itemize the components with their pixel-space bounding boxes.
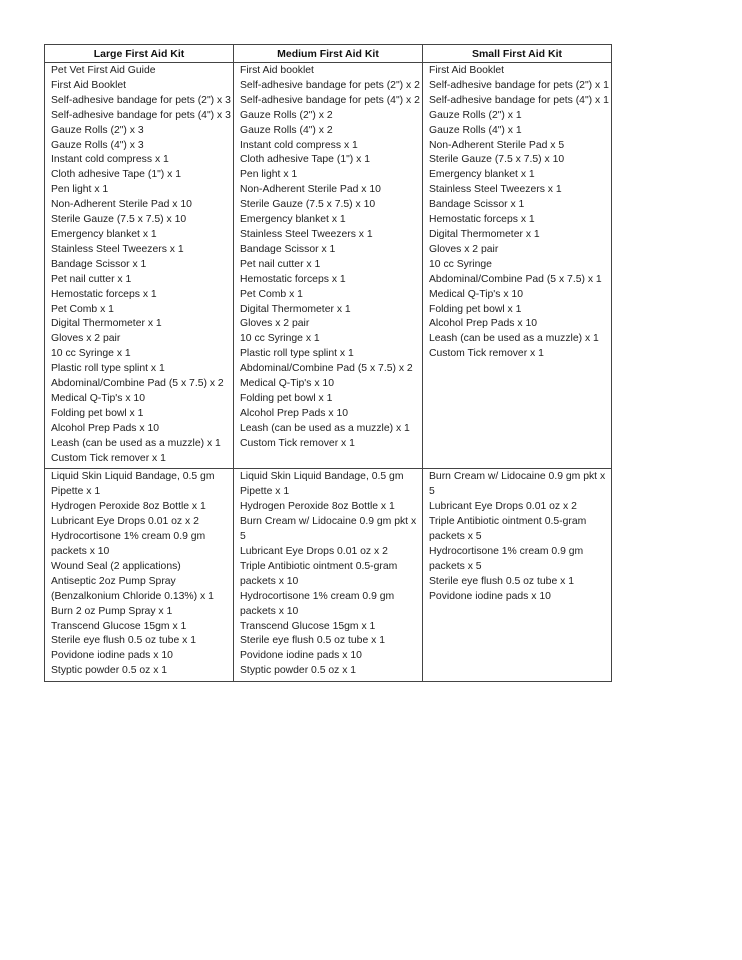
kit-item: Custom Tick remover x 1 — [429, 348, 544, 360]
kit-item: Folding pet bowl x 1 — [429, 303, 522, 315]
kit-item: Burn 2 oz Pump Spray x 1 — [51, 605, 173, 617]
medium-kit-supplies-cell — [234, 63, 423, 469]
kit-item: Alcohol Prep Pads x 10 — [240, 407, 349, 419]
kit-item: Digital Thermometer x 1 — [51, 318, 162, 330]
kit-item: Cloth adhesive Tape (1") x 1 — [51, 169, 181, 181]
kit-item: Leash (can be used as a muzzle) x 1 — [51, 437, 221, 449]
kit-item: Cloth adhesive Tape (1") x 1 — [240, 154, 370, 166]
kit-item: Abdominal/Combine Pad (5 x 7.5) x 1 — [429, 273, 602, 285]
kit-item: Pet Comb x 1 — [51, 303, 114, 315]
kit-item: Sterile Gauze (7.5 x 7.5) x 10 — [240, 199, 376, 211]
kit-item: Hemostatic forceps x 1 — [51, 288, 157, 300]
kit-item: Plastic roll type splint x 1 — [51, 363, 165, 375]
kit-item: Bandage Scissor x 1 — [51, 258, 147, 270]
first-aid-kit-table — [44, 44, 612, 682]
kit-item: Styptic powder 0.5 oz x 1 — [240, 665, 357, 677]
kit-item: Emergency blanket x 1 — [240, 214, 346, 226]
kit-item: Bandage Scissor x 1 — [429, 199, 525, 211]
kit-item: Stainless Steel Tweezers x 1 — [240, 228, 373, 240]
kit-item: Hydrogen Peroxide 8oz Bottle x 1 — [240, 501, 395, 513]
kit-item: Pet nail cutter x 1 — [51, 273, 132, 285]
kit-item: Non-Adherent Sterile Pad x 5 — [429, 139, 565, 151]
kit-item: Lubricant Eye Drops 0.01 oz x 2 — [51, 516, 199, 528]
kit-item: Medical Q-Tip's x 10 — [240, 378, 334, 390]
kit-item: Digital Thermometer x 1 — [429, 228, 540, 240]
kit-item: Sterile eye flush 0.5 oz tube x 1 — [51, 635, 196, 647]
kit-item: Medical Q-Tip's x 10 — [51, 392, 145, 404]
kit-item: Transcend Glucose 15gm x 1 — [240, 620, 376, 632]
kit-item: Self-adhesive bandage for pets (2") x 3 — [51, 94, 231, 106]
kit-item: Povidone iodine pads x 10 — [240, 650, 362, 662]
header-medium-kit: Medium First Aid Kit — [234, 45, 423, 63]
kit-item: Abdominal/Combine Pad (5 x 7.5) x 2 — [240, 363, 413, 375]
large-kit-supplies-cell — [45, 63, 234, 469]
kit-item: Folding pet bowl x 1 — [51, 407, 144, 419]
kit-item: Pet Vet First Aid Guide — [51, 65, 156, 76]
kit-item: Gauze Rolls (2") x 3 — [51, 124, 144, 136]
kit-item: Wound Seal (2 applications) — [51, 560, 181, 572]
kit-item: Alcohol Prep Pads x 10 — [429, 318, 538, 330]
kit-item: Leash (can be used as a muzzle) x 1 — [429, 333, 599, 345]
kit-item: Gauze Rolls (2") x 1 — [429, 109, 522, 121]
small-kit-medications-cell — [423, 469, 612, 682]
header-large-kit: Large First Aid Kit — [45, 45, 234, 63]
kit-item: 10 cc Syringe — [429, 258, 492, 270]
kit-item: Self-adhesive bandage for pets (4") x 2 — [240, 94, 420, 106]
kit-item: Hemostatic forceps x 1 — [240, 273, 346, 285]
kit-item: Sterile Gauze (7.5 x 7.5) x 10 — [429, 154, 565, 166]
kit-item: First Aid Booklet — [429, 65, 505, 76]
kit-item: Abdominal/Combine Pad (5 x 7.5) x 2 — [51, 378, 224, 390]
kit-item: Transcend Glucose 15gm x 1 — [51, 620, 187, 632]
kit-item: Lubricant Eye Drops 0.01 oz x 2 — [429, 501, 577, 513]
kit-item: Leash (can be used as a muzzle) x 1 — [240, 422, 410, 434]
kit-item: Emergency blanket x 1 — [51, 228, 157, 240]
small-kit-supplies-cell — [423, 63, 612, 469]
kit-item: Gloves x 2 pair — [51, 333, 121, 345]
kit-item: First Aid Booklet — [51, 79, 127, 91]
kit-item: Hydrocortisone 1% cream 0.9 gm packets x 10 — [240, 590, 395, 617]
kit-item: Hemostatic forceps x 1 — [429, 214, 535, 226]
kit-item: Stainless Steel Tweezers x 1 — [429, 184, 562, 196]
medications-row — [45, 469, 612, 682]
kit-item: Self-adhesive bandage for pets (2") x 1 — [429, 79, 609, 91]
kit-item: Gloves x 2 pair — [240, 318, 310, 330]
kit-item: Plastic roll type splint x 1 — [240, 348, 354, 360]
kit-item: Pet nail cutter x 1 — [240, 258, 321, 270]
kit-item: Self-adhesive bandage for pets (4") x 1 — [429, 94, 609, 106]
kit-item: First Aid booklet — [240, 65, 314, 76]
kit-item: Sterile eye flush 0.5 oz tube x 1 — [240, 635, 385, 647]
kit-item: Stainless Steel Tweezers x 1 — [51, 243, 184, 255]
kit-item: Pet Comb x 1 — [240, 288, 303, 300]
header-small-kit: Small First Aid Kit — [423, 45, 612, 63]
kit-item: Self-adhesive bandage for pets (2") x 2 — [240, 79, 420, 91]
large-kit-medications-cell — [45, 469, 234, 682]
kit-item: Liquid Skin Liquid Bandage, 0.5 gm Pipette x 1 — [51, 471, 215, 498]
kit-item: Povidone iodine pads x 10 — [429, 590, 551, 602]
kit-item: Gauze Rolls (4") x 3 — [51, 139, 144, 151]
kit-item: Medical Q-Tip's x 10 — [429, 288, 523, 300]
kit-item: Gauze Rolls (4") x 1 — [429, 124, 522, 136]
kit-item: Self-adhesive bandage for pets (4") x 3 — [51, 109, 231, 121]
kit-item: Burn Cream w/ Lidocaine 0.9 gm pkt x 5 — [240, 516, 417, 543]
kit-item: Custom Tick remover x 1 — [240, 437, 355, 449]
supplies-row — [45, 63, 612, 469]
header-row — [45, 45, 612, 63]
kit-item: Emergency blanket x 1 — [429, 169, 535, 181]
kit-item: Folding pet bowl x 1 — [240, 392, 333, 404]
kit-item: Triple Antibiotic ointment 0.5-gram packets x 5 — [429, 516, 587, 543]
kit-item: Alcohol Prep Pads x 10 — [51, 422, 160, 434]
kit-item: Lubricant Eye Drops 0.01 oz x 2 — [240, 546, 388, 557]
kit-item: Pen light x 1 — [240, 169, 298, 181]
kit-item: Burn Cream w/ Lidocaine 0.9 gm pkt x 5 — [429, 471, 606, 498]
kit-item: Non-Adherent Sterile Pad x 10 — [51, 199, 192, 211]
kit-item: Styptic powder 0.5 oz x 1 — [51, 665, 168, 677]
kit-item: Sterile eye flush 0.5 oz tube x 1 — [429, 575, 574, 587]
kit-item: Pen light x 1 — [51, 184, 109, 196]
kit-item: Povidone iodine pads x 10 — [51, 650, 173, 662]
kit-item: Gauze Rolls (4") x 2 — [240, 124, 333, 136]
kit-item: Gauze Rolls (2") x 2 — [240, 109, 333, 121]
kit-item: 10 cc Syringe x 1 — [51, 348, 131, 360]
kit-item: Hydrogen Peroxide 8oz Bottle x 1 — [51, 501, 206, 513]
kit-item: 10 cc Syringe x 1 — [240, 333, 320, 345]
kit-item: Gloves x 2 pair — [429, 243, 499, 255]
kit-item: Digital Thermometer x 1 — [240, 303, 351, 315]
kit-item: Antiseptic 2oz Pump Spray (Benzalkonium Chloride 0.13%) x 1 — [51, 575, 214, 602]
kit-item: Liquid Skin Liquid Bandage, 0.5 gm Pipette x 1 — [240, 471, 404, 498]
kit-item: Hydrocortisone 1% cream 0.9 gm packets x 5 — [429, 546, 584, 572]
kit-item: Sterile Gauze (7.5 x 7.5) x 10 — [51, 214, 187, 226]
kit-item: Instant cold compress x 1 — [51, 154, 169, 166]
kit-item: Triple Antibiotic ointment 0.5-gram packets x 10 — [240, 560, 398, 587]
medium-kit-medications-cell — [234, 469, 423, 682]
kit-item: Custom Tick remover x 1 — [51, 452, 166, 464]
kit-item: Non-Adherent Sterile Pad x 10 — [240, 184, 381, 196]
kit-item: Bandage Scissor x 1 — [240, 243, 336, 255]
kit-item: Hydrocortisone 1% cream 0.9 gm packets x 10 — [51, 531, 206, 557]
kit-item: Instant cold compress x 1 — [240, 139, 358, 151]
